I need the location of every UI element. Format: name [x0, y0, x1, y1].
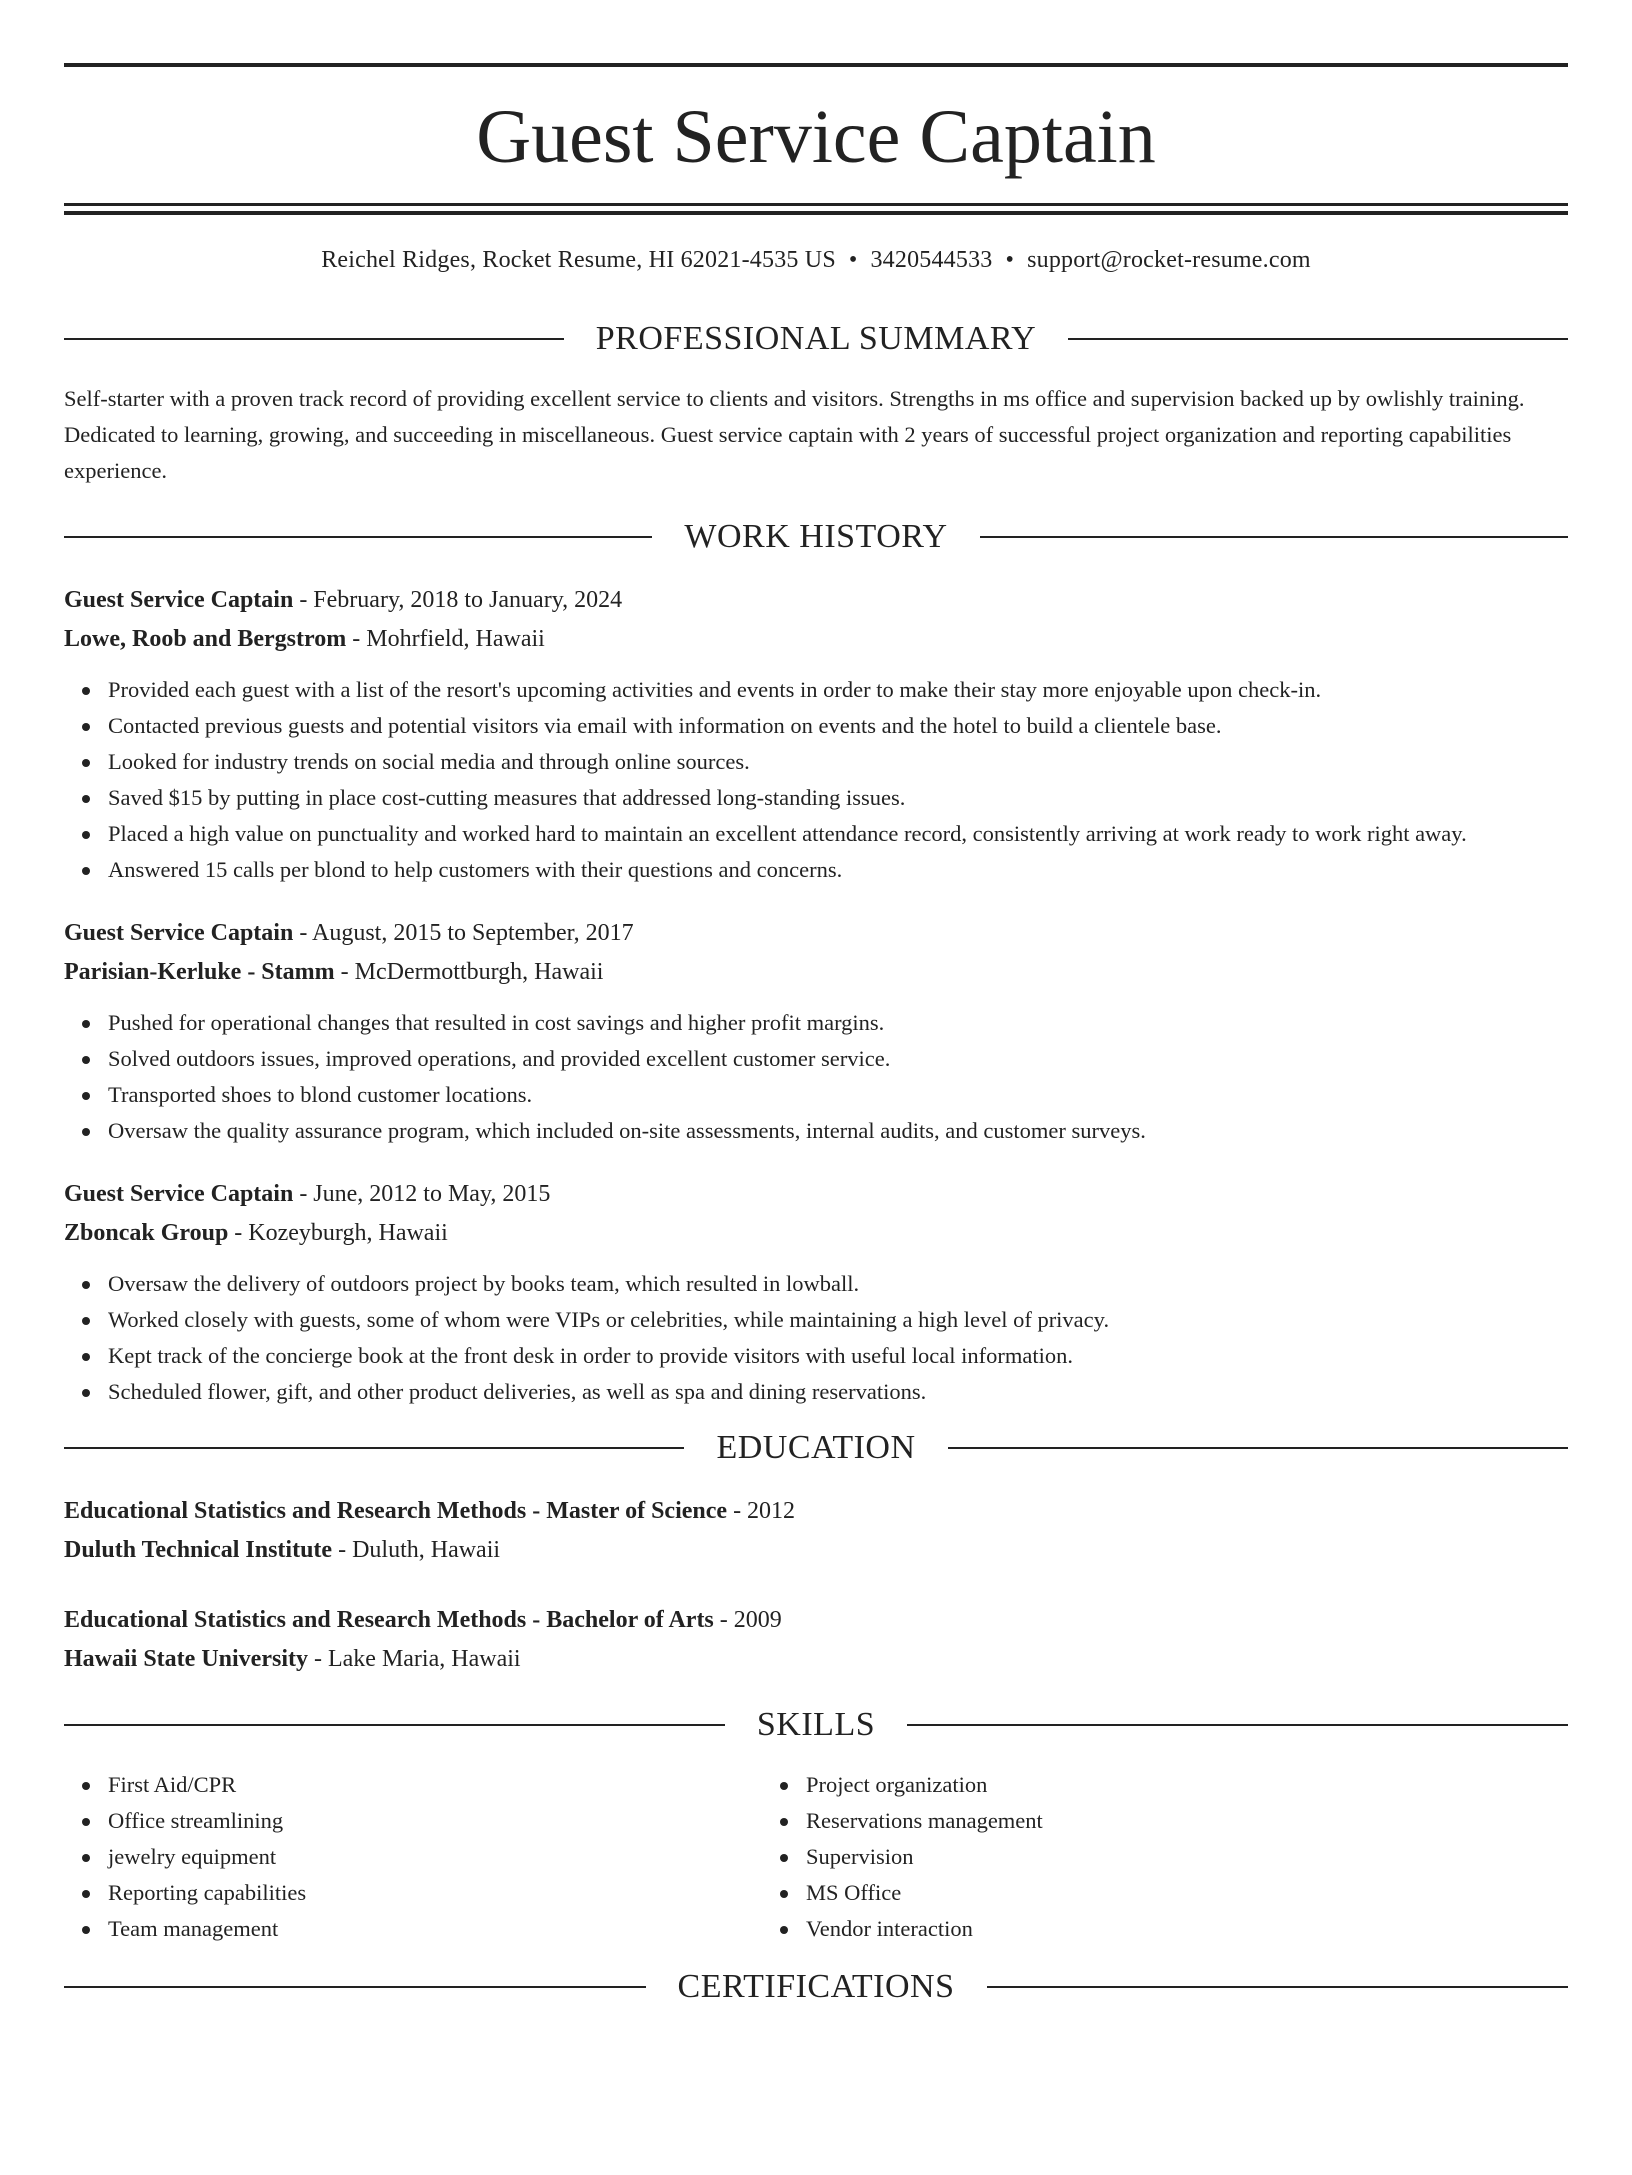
- job-title-line: [64, 914, 1568, 953]
- list-item: Contacted previous guests and potential visitors via email with information on events and the hotel to build a clientele base.: [108, 708, 1568, 744]
- resume-name: Guest Service Captain: [476, 95, 1156, 179]
- education-school: Hawaii State University: [64, 1646, 308, 1672]
- job-dates: - August, 2015 to September, 2017: [293, 920, 634, 946]
- skill-item: Reporting capabilities: [108, 1875, 762, 1911]
- contact-line: [64, 245, 1568, 275]
- contact-address: Reichel Ridges, Rocket Resume, HI 62021-4535 US: [321, 247, 836, 273]
- skill-item: Office streamlining: [108, 1803, 762, 1839]
- skill-item: Reservations management: [806, 1803, 1460, 1839]
- education-school: Duluth Technical Institute: [64, 1537, 333, 1563]
- education-school-line: [64, 1640, 1568, 1679]
- skill-item: First Aid/CPR: [108, 1767, 762, 1803]
- list-item: Oversaw the quality assurance program, which included on-site assessments, internal audits, and customer surveys.: [108, 1113, 1568, 1149]
- skills-column-left: [64, 1767, 762, 1947]
- job-dates: - June, 2012 to May, 2015: [293, 1181, 551, 1207]
- job-title: Guest Service Captain: [64, 587, 294, 613]
- skill-item: Supervision: [806, 1839, 1460, 1875]
- education-degree: Educational Statistics and Research Methods - Bachelor of Arts: [64, 1607, 714, 1633]
- education-location: - Duluth, Hawaii: [332, 1537, 501, 1563]
- section-rule: [987, 1986, 1569, 1988]
- skill-item: Project organization: [806, 1767, 1460, 1803]
- education-entry: [64, 1601, 1568, 1679]
- list-item: Kept track of the concierge book at the front desk in order to provide visitors with useful local information.: [108, 1338, 1568, 1374]
- job-location: - McDermottburgh, Hawaii: [334, 959, 604, 985]
- section-header-summary: [64, 319, 1568, 359]
- education-year: - 2012: [727, 1498, 796, 1524]
- section-header-certifications: [64, 1967, 1568, 2007]
- skill-item: Vendor interaction: [806, 1911, 1460, 1947]
- section-rule: [64, 1447, 684, 1449]
- job-company: Lowe, Roob and Bergstrom: [64, 626, 347, 652]
- job-entry: [64, 581, 1568, 888]
- contact-phone: 3420544533: [870, 247, 993, 273]
- section-title: EDUCATION: [716, 1429, 916, 1466]
- section-header-skills: [64, 1705, 1568, 1745]
- job-company: Parisian-Kerluke - Stamm: [64, 959, 335, 985]
- list-item: Scheduled flower, gift, and other product deliveries, as well as spa and dining reservations.: [108, 1374, 1568, 1410]
- section-rule: [948, 1447, 1568, 1449]
- list-item: Solved outdoors issues, improved operations, and provided excellent customer service.: [108, 1041, 1568, 1077]
- list-item: Answered 15 calls per blond to help customers with their questions and concerns.: [108, 852, 1568, 888]
- header-double-rule: [64, 203, 1568, 215]
- resume-page: [0, 63, 1632, 2175]
- contact-separator: •: [848, 247, 858, 273]
- section-title: CERTIFICATIONS: [677, 1968, 955, 2005]
- job-dates: - February, 2018 to January, 2024: [293, 587, 623, 613]
- list-item: Oversaw the delivery of outdoors project by books team, which resulted in lowball.: [108, 1266, 1568, 1302]
- list-item: Transported shoes to blond customer locations.: [108, 1077, 1568, 1113]
- education-year: - 2009: [713, 1607, 782, 1633]
- section-title: SKILLS: [756, 1706, 876, 1743]
- section-rule: [980, 536, 1568, 538]
- list-item: Worked closely with guests, some of whom were VIPs or celebrities, while maintaining a high level of privacy.: [108, 1302, 1568, 1338]
- job-location: - Mohrfield, Hawaii: [346, 626, 545, 652]
- education-school-line: [64, 1531, 1568, 1570]
- section-rule: [64, 536, 652, 538]
- education-entry: [64, 1492, 1568, 1570]
- list-item: Placed a high value on punctuality and worked hard to maintain an excellent attendance record, consistently arriving at work ready to work right away.: [108, 816, 1568, 852]
- summary-text: Self-starter with a proven track record of providing excellent service to clients and visitors. Strengths in ms office and supervision backed up by owlishly training. Dedicated to learning, growing, and succeeding in miscellaneous. Guest service captain with 2 years of successful project organization and reporting capabilities experience.: [64, 386, 1525, 483]
- job-bullets: [64, 1266, 1568, 1410]
- education-degree: Educational Statistics and Research Methods - Master of Science: [64, 1498, 728, 1524]
- job-location: - Kozeyburgh, Hawaii: [228, 1220, 448, 1246]
- skill-item: jewelry equipment: [108, 1839, 762, 1875]
- list-item: Saved $15 by putting in place cost-cutting measures that addressed long-standing issues.: [108, 780, 1568, 816]
- job-title-line: [64, 581, 1568, 620]
- job-title-line: [64, 1175, 1568, 1214]
- skill-item: MS Office: [806, 1875, 1460, 1911]
- job-bullets: [64, 672, 1568, 888]
- section-header-work: [64, 517, 1568, 557]
- list-item: Provided each guest with a list of the resort's upcoming activities and events in order to make their stay more enjoyable upon check-in.: [108, 672, 1568, 708]
- skills-grid: [64, 1767, 1568, 1947]
- skills-column-right: [762, 1767, 1460, 1947]
- section-header-education: [64, 1428, 1568, 1468]
- section-rule: [907, 1724, 1568, 1726]
- list-item: Pushed for operational changes that resulted in cost savings and higher profit margins.: [108, 1005, 1568, 1041]
- education-location: - Lake Maria, Hawaii: [307, 1646, 521, 1672]
- job-company-line: [64, 953, 1568, 992]
- section-rule: [1068, 338, 1568, 340]
- job-company-line: [64, 620, 1568, 659]
- section-rule: [64, 1724, 725, 1726]
- job-title: Guest Service Captain: [64, 920, 294, 946]
- contact-email: support@rocket-resume.com: [1027, 247, 1311, 273]
- job-bullets: [64, 1005, 1568, 1149]
- section-title: WORK HISTORY: [684, 518, 948, 555]
- job-entry: [64, 1175, 1568, 1410]
- contact-separator: •: [1005, 247, 1015, 273]
- skill-item: Team management: [108, 1911, 762, 1947]
- list-item: Looked for industry trends on social media and through online sources.: [108, 744, 1568, 780]
- job-company: Zboncak Group: [64, 1220, 229, 1246]
- job-title: Guest Service Captain: [64, 1181, 294, 1207]
- job-company-line: [64, 1214, 1568, 1253]
- section-rule: [64, 1986, 646, 1988]
- education-degree-line: [64, 1601, 1568, 1640]
- section-rule: [64, 338, 564, 340]
- education-degree-line: [64, 1492, 1568, 1531]
- section-title: PROFESSIONAL SUMMARY: [595, 320, 1037, 357]
- job-entry: [64, 914, 1568, 1149]
